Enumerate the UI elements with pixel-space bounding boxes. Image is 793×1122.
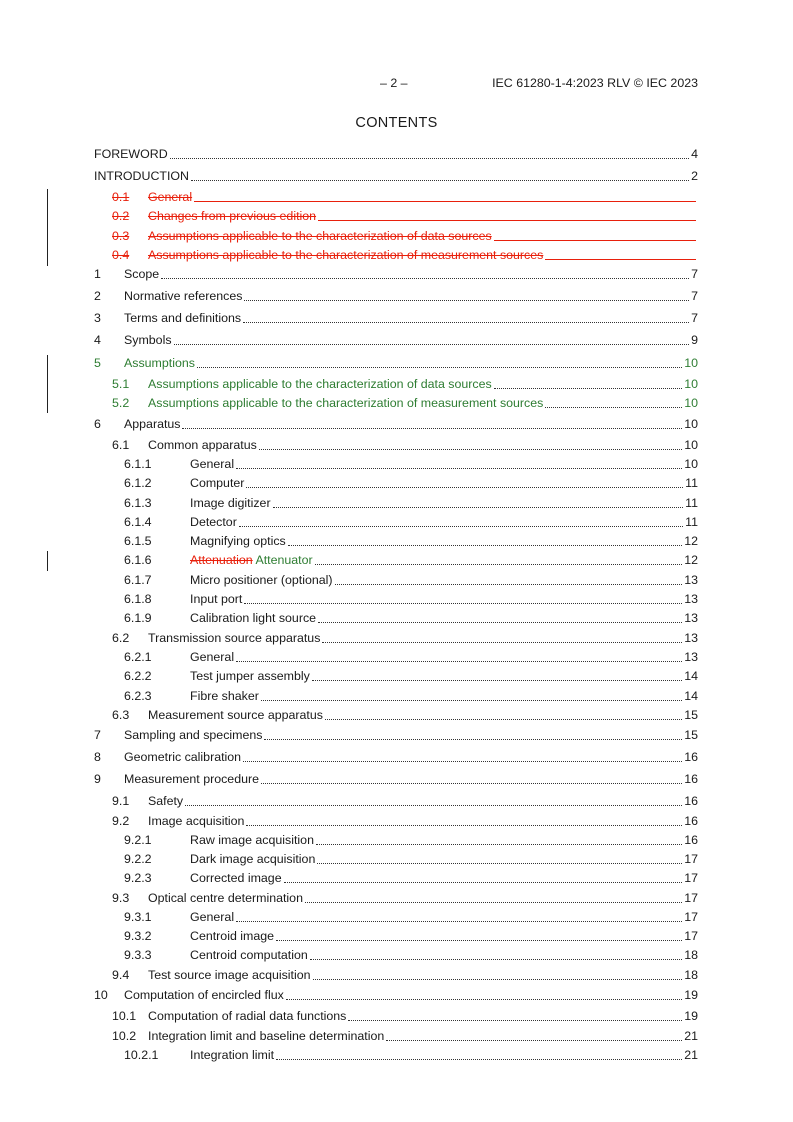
toc-entry[interactable] [94,870,698,887]
toc-entry[interactable] [94,208,698,225]
toc-entry-title: Integration limit [190,1048,275,1062]
toc-entry-page: 17 [684,910,698,924]
toc-entry-title: Computation of encircled flux [124,988,284,1002]
toc-entry-page: 16 [684,772,698,786]
toc-entry-number: 10.2.1 [124,1048,159,1062]
toc-entry-title: Test jumper assembly [190,669,310,683]
toc-entry-number: 6.2.2 [124,669,152,683]
toc-entry[interactable] [94,707,698,724]
toc-entry-page: 16 [684,794,698,808]
toc-entry-page: 13 [684,611,698,625]
toc-entry-number: 1 [94,267,101,281]
toc-entry[interactable] [94,572,698,589]
toc-entry-number: 10 [94,988,108,1002]
toc-entry-page: 10 [684,396,698,410]
toc-entry-title: Raw image acquisition [190,833,314,847]
toc-entry-page: 13 [684,573,698,587]
toc-entry-number: 6.1.4 [124,515,152,529]
dot-leader [244,300,689,301]
toc-entry-title: Safety [148,794,184,808]
toc-entry-title: Assumptions applicable to the characterization of data sources [148,377,492,391]
toc-entry-page: 11 [685,515,698,529]
toc-entry-number: 6.1.2 [124,476,152,490]
toc-entry-title: Computation of radial data functions [148,1009,347,1023]
dot-leader [318,622,682,623]
toc-entry-page: 2 [691,169,698,183]
toc-entry[interactable] [94,688,698,705]
toc-entry-page: 4 [691,147,698,161]
toc-entry-number: 9.2.1 [124,833,152,847]
toc-entry-title: Image acquisition [148,814,245,828]
toc-entry[interactable] [94,727,698,744]
toc-entry-title: Centroid image [190,929,275,943]
toc-entry-page: 12 [684,534,698,548]
toc-entry-page: 9 [691,333,698,347]
toc-entry-title: Magnifying optics [190,534,286,548]
toc-entry-number: 6.1.7 [124,573,152,587]
dot-leader [316,844,682,845]
toc-entry[interactable] [94,749,698,766]
toc-entry[interactable] [94,649,698,666]
toc-entry[interactable] [94,1028,698,1045]
toc-entry[interactable] [94,332,698,349]
toc-entry-page: 10 [684,356,698,370]
toc-entry-number: 9 [94,772,101,786]
toc-entry-title: Centroid computation [190,948,308,962]
dot-leader [273,507,684,508]
toc-entry[interactable] [94,987,698,1004]
change-bar [47,551,48,571]
toc-entry[interactable] [94,928,698,945]
toc-entry-page: 13 [684,650,698,664]
toc-entry-number: 6.1.1 [124,457,152,471]
dot-leader [236,468,682,469]
dot-leader [286,999,682,1000]
dot-leader [545,407,682,408]
dot-leader [494,240,696,241]
toc-entry-title: General [190,457,235,471]
toc-entry-title: INTRODUCTION [94,169,189,183]
dot-leader [182,428,682,429]
toc-entry-number: 5.2 [112,396,130,410]
toc-entry-number: 6.1.3 [124,496,152,510]
toc-entry-title: Transmission source apparatus [148,631,321,645]
toc-entry-page: 10 [684,417,698,431]
toc-entry-number: 4 [94,333,101,347]
dot-leader [386,1040,682,1041]
toc-entry-title: Fibre shaker [190,689,259,703]
toc-entry-title: General [148,190,193,204]
toc-entry-number: 6.1 [112,438,130,452]
dot-leader [335,584,683,585]
standard-reference: IEC 61280-1-4:2023 RLV © IEC 2023 [492,76,698,90]
toc-entry-page: 14 [684,669,698,683]
toc-entry-title: Detector [190,515,237,529]
toc-entry-title: Symbols [124,333,172,347]
toc-entry[interactable] [94,355,698,372]
toc-entry[interactable] [94,495,698,512]
toc-entry[interactable] [94,552,698,569]
dot-leader [236,661,682,662]
inserted-text: Attenuator [255,553,313,567]
toc-entry[interactable] [94,967,698,984]
toc-entry-page: 10 [684,457,698,471]
dot-leader [191,180,689,181]
toc-entry-number: 6.2.3 [124,689,152,703]
toc-entry-number: 6.1.8 [124,592,152,606]
dot-leader [243,322,689,323]
toc-entry-number: 8 [94,750,101,764]
toc-entry-number: 9.3.2 [124,929,152,943]
toc-entry-title: FOREWORD [94,147,168,161]
toc-entry-title: Assumptions applicable to the characterization of measurement sources [148,396,544,410]
toc-entry[interactable] [94,247,698,264]
deleted-text: Attenuation [190,553,253,567]
dot-leader [197,367,682,368]
dot-leader [259,449,682,450]
toc-entry-title [190,552,313,569]
toc-entry-number: 2 [94,289,101,303]
toc-entry-title: Computer [190,476,245,490]
toc-entry-title: Assumptions [124,356,195,370]
dot-leader [264,739,682,740]
toc-entry[interactable] [94,475,698,492]
toc-entry-number: 9.4 [112,968,130,982]
toc-entry[interactable] [94,591,698,608]
toc-entry-title: Changes from previous edition [148,209,317,223]
toc-entry-page: 7 [691,289,698,303]
dot-leader [236,921,682,922]
toc-entry[interactable] [94,437,698,454]
dot-leader [170,158,689,159]
toc-entry-number: 6.1.5 [124,534,152,548]
dot-leader [315,564,683,565]
toc-entry-number: 0.2 [112,209,130,223]
toc-entry-page: 19 [684,1009,698,1023]
toc-entry-number: 9.2.3 [124,871,152,885]
dot-leader [276,1059,682,1060]
dot-leader [244,603,682,604]
toc-entry[interactable] [94,146,698,163]
toc-entry-title: Optical centre determination [148,891,303,905]
toc-entry[interactable] [94,228,698,245]
toc-entry[interactable] [94,771,698,788]
toc-entry[interactable] [94,890,698,907]
toc-entry[interactable] [94,793,698,810]
toc-entry-title: Integration limit and baseline determination [148,1029,385,1043]
toc-entry-number: 5.1 [112,377,130,391]
toc-entry-title: Assumptions applicable to the characterization of measurement sources [148,248,544,262]
toc-entry-page: 17 [684,929,698,943]
dot-leader [310,959,682,960]
toc-entry-title: Image digitizer [190,496,271,510]
toc-entry-number: 6 [94,417,101,431]
toc-entry[interactable] [94,909,698,926]
toc-entry-page: 13 [684,592,698,606]
toc-entry-page: 15 [684,708,698,722]
toc-entry-title: Measurement source apparatus [148,708,323,722]
toc-entry-number: 6.3 [112,708,130,722]
dot-leader [284,882,683,883]
toc-entry-title: Sampling and specimens [124,728,263,742]
change-bar [47,189,48,266]
dot-leader [545,259,696,260]
toc-entry-page: 10 [684,438,698,452]
toc-entry-title: General [190,910,235,924]
toc-entry-title: Geometric calibration [124,750,242,764]
dot-leader [288,545,682,546]
toc-entry-title: Apparatus [124,417,181,431]
toc-entry-number: 10.2 [112,1029,137,1043]
toc-entry[interactable] [94,168,698,185]
toc-entry[interactable] [94,514,698,531]
dot-leader [261,783,682,784]
toc-entry-title: Normative references [124,289,243,303]
toc-entry-title: Dark image acquisition [190,852,316,866]
toc-entry-number: 9.2.2 [124,852,152,866]
toc-entry-title: Common apparatus [148,438,257,452]
toc-entry-page: 10 [684,377,698,391]
toc-entry-page: 17 [684,852,698,866]
toc-entry-title: Input port [190,592,243,606]
toc-entry-page: 11 [685,476,698,490]
dot-leader [246,487,683,488]
toc-entry-page: 7 [691,267,698,281]
toc-entry[interactable] [94,456,698,473]
toc-entry-page: 18 [684,948,698,962]
dot-leader [194,201,696,202]
toc-entry-title: General [190,650,235,664]
toc-entry[interactable] [94,310,698,327]
toc-entry-page: 17 [684,891,698,905]
toc-entry[interactable] [94,189,698,206]
toc-entry-page: 7 [691,311,698,325]
toc-entry-page: 13 [684,631,698,645]
toc-entry[interactable] [94,832,698,849]
toc-entry-number: 0.4 [112,248,130,262]
dot-leader [174,344,690,345]
dot-leader [161,278,689,279]
toc-entry-number: 6.1.6 [124,553,152,567]
toc-entry-title: Calibration light source [190,611,317,625]
toc-entry-page: 12 [684,553,698,567]
toc-entry-page: 16 [684,833,698,847]
change-bar [47,355,48,413]
toc-entry-page: 19 [684,988,698,1002]
toc-entry-page: 17 [684,871,698,885]
toc-entry-number: 9.3 [112,891,130,905]
dot-leader [261,700,682,701]
toc-entry-number: 0.1 [112,190,130,204]
toc-entry[interactable] [94,416,698,433]
toc-entry-page: 11 [685,496,698,510]
toc-entry-page: 18 [684,968,698,982]
toc-entry-page: 21 [684,1029,698,1043]
dot-leader [313,979,683,980]
dot-leader [243,761,682,762]
toc-entry-page: 16 [684,750,698,764]
toc-entry[interactable] [94,1047,698,1064]
toc-entry-title: Test source image acquisition [148,968,311,982]
toc-entry[interactable] [94,610,698,627]
toc-entry-number: 9.3.3 [124,948,152,962]
toc-entry-title: Scope [124,267,160,281]
page-number: – 2 – [380,76,408,90]
dot-leader [325,719,682,720]
toc-entry[interactable] [94,1008,698,1025]
toc-entry-number: 6.2.1 [124,650,152,664]
page-title: CONTENTS [355,115,438,131]
dot-leader [494,388,683,389]
toc-entry[interactable] [94,630,698,647]
dot-leader [322,642,682,643]
dot-leader [246,825,682,826]
toc-entry[interactable] [94,376,698,393]
dot-leader [348,1020,682,1021]
toc-entry-number: 7 [94,728,101,742]
toc-entry[interactable] [94,395,698,412]
dot-leader [312,680,682,681]
dot-leader [318,220,696,221]
dot-leader [239,526,683,527]
toc-entry[interactable] [94,947,698,964]
toc-entry[interactable] [94,813,698,830]
toc-entry-page: 15 [684,728,698,742]
toc-entry-title: Measurement procedure [124,772,259,786]
toc-entry-title: Assumptions applicable to the characterization of data sources [148,229,492,243]
toc-entry-number: 3 [94,311,101,325]
toc-entry[interactable] [94,288,698,305]
dot-leader [305,902,682,903]
toc-entry-number: 9.1 [112,794,130,808]
toc-entry-page: 14 [684,689,698,703]
toc-entry-number: 6.1.9 [124,611,152,625]
toc-entry-number: 0.3 [112,229,130,243]
toc-entry-number: 9.2 [112,814,130,828]
toc-entry-number: 6.2 [112,631,130,645]
toc-entry[interactable] [94,266,698,283]
dot-leader [317,863,682,864]
toc-entry-number: 5 [94,356,101,370]
toc-entry-page: 21 [684,1048,698,1062]
toc-entry[interactable] [94,851,698,868]
toc-entry-number: 10.1 [112,1009,137,1023]
dot-leader [276,940,682,941]
dot-leader [185,805,682,806]
toc-entry[interactable] [94,668,698,685]
toc-entry-title: Micro positioner (optional) [190,573,333,587]
toc-entry[interactable] [94,533,698,550]
toc-entry-number: 9.3.1 [124,910,152,924]
toc-entry-title: Terms and definitions [124,311,242,325]
toc-entry-title: Corrected image [190,871,282,885]
toc-entry-page: 16 [684,814,698,828]
